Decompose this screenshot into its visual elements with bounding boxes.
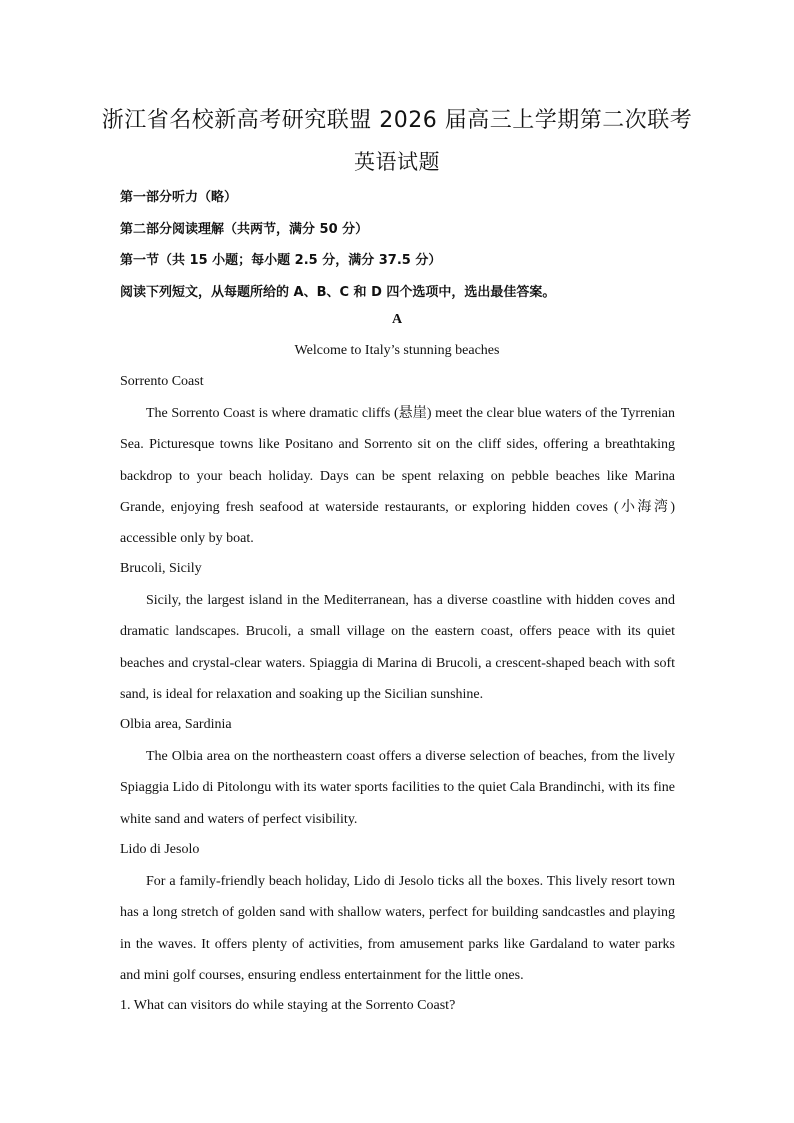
passage-title: Welcome to Italy’s stunning beaches xyxy=(294,343,500,358)
section-text-sorrento: The Sorrento Coast is where dramatic cliffs (悬崖) meet the clear blue waters of the Tyrrenian Sea. Picturesque towns like Positano and Sorrento sit on the cliff sides, offering a breathtaking backdrop to your beach holiday. Days can be spent relaxing on pebble beaches like Marina Grande, enjoying fresh seafood at waterside restaurants, or exploring hidden coves (小海湾) accessible only by boat. xyxy=(120,406,675,547)
reading-instruction: 阅读下列短文，从每题所给的 A、B、C 和 D 四个选项中，选出最佳答案。 xyxy=(120,285,556,300)
section-heading-jesolo: Lido di Jesolo xyxy=(120,842,200,857)
part-one-heading: 第一部分听力（略） xyxy=(120,190,238,205)
section-text-olbia: The Olbia area on the northeastern coast offers a diverse selection of beaches, from the lively Spiaggia Lido di Pitolongu with its water sports facilities to the quiet Cala Brandinchi, with its fine white sand and waters of perfect visibility. xyxy=(120,749,675,827)
document-subtitle: 英语试题 xyxy=(354,150,440,174)
document-title: 浙江省名校新高考研究联盟 2026 届高三上学期第二次联考 xyxy=(101,108,693,133)
question-1: 1. What can visitors do while staying at the Sorrento Coast? xyxy=(120,998,456,1013)
section-heading-brucoli: Brucoli, Sicily xyxy=(120,561,202,576)
section-text-brucoli: Sicily, the largest island in the Mediterranean, has a diverse coastline with hidden coves and dramatic landscapes. Brucoli, a small village on the eastern coast, offers peace with its quiet beaches and crystal-clear waters. Spiaggia di Marina di Brucoli, a crescent-shaped beach with soft sand, is ideal for relaxation and soaking up the Sicilian sunshine. xyxy=(120,593,675,702)
part-two-heading: 第二部分阅读理解（共两节，满分 50 分） xyxy=(120,222,369,237)
passage-label: A xyxy=(391,312,403,327)
section-one-heading: 第一节（共 15 小题；每小题 2.5 分，满分 37.5 分） xyxy=(120,253,442,268)
section-heading-sorrento: Sorrento Coast xyxy=(120,374,204,389)
section-text-jesolo: For a family-friendly beach holiday, Lido di Jesolo ticks all the boxes. This lively resort town has a long stretch of golden sand with shallow waters, perfect for building sandcastles and playing in the waves. It offers plenty of activities, from amusement parks like Gardaland to water parks and mini golf courses, ensuring endless entertainment for the little ones. xyxy=(120,874,675,983)
section-heading-olbia: Olbia area, Sardinia xyxy=(120,717,232,732)
